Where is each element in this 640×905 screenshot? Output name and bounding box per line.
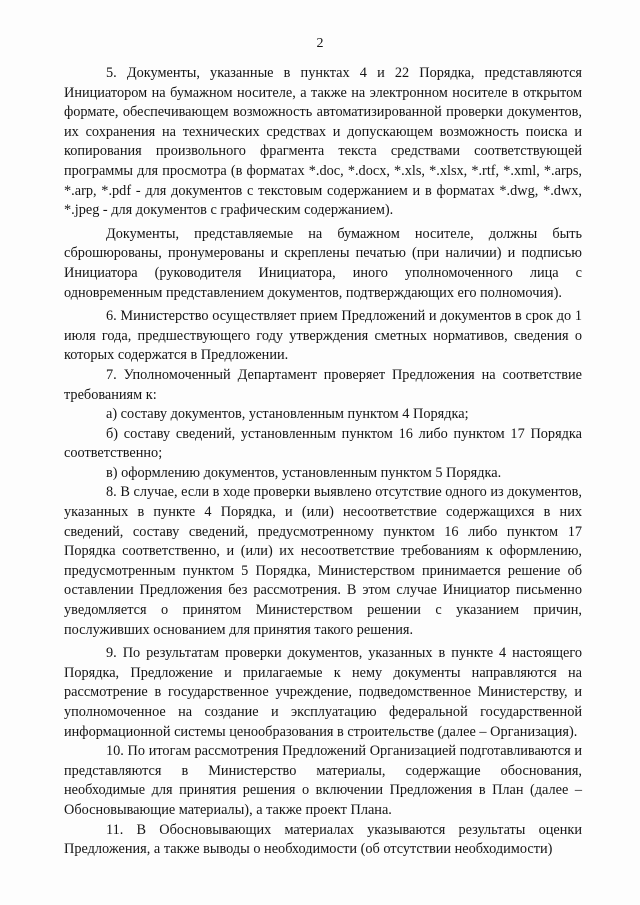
paragraph-7: 7. Уполномоченный Департамент проверяет Предложения на соответствие требованиям к: xyxy=(64,366,582,403)
paragraph-5-continuation: Документы, представляемые на бумажном носителе, должны быть сброшюрованы, пронумерованы и скреплены печатью (при наличии) и подписью Инициатора (руководителя Инициатора, иного уполномоченного лица с одновременным представлением документов, подтверждающих его полномочия). xyxy=(64,225,582,301)
paragraph-7-item-a: а) составу документов, установленным пунктом 4 Порядка; xyxy=(106,406,469,423)
paragraph-7-item-c: в) оформлению документов, установленным пунктом 5 Порядка. xyxy=(106,464,502,481)
paragraph-11: 11. В Обосновывающих материалах указываются результаты оценки Предложения, а также выводы о необходимости (об отсутствии необходимости) xyxy=(64,821,582,858)
document-body xyxy=(64,64,582,860)
paragraph-7-item-b: б) составу сведений, установленным пунктом 16 либо пунктом 17 Порядка соответственно; xyxy=(64,425,582,462)
paragraph-8: 8. В случае, если в ходе проверки выявлено отсутствие одного из документов, указанных в пункте 4 Порядка, и (или) несоответствие содержащихся в них сведений, составу сведений, предусмотренному пунктом 16 либо пунктом 17 Порядка соответственно, и (или) их несоответствие требованиям к оформлению, предусмотренным пунктом 5 Порядка, Министерством принимается решение об оставлении Предложения без рассмотрения. В этом случае Инициатор письменно уведомляется о принятом Министерством решении с указанием причин, послуживших основанием для принятия такого решения. xyxy=(64,484,582,638)
paragraph-9: 9. По результатам проверки документов, указанных в пункте 4 настоящего Порядка, Предложение и прилагаемые к нему документы направляются на рассмотрение в государственное учреждение, подведомственное Министерству, и уполномоченное на создание и эксплуатацию федеральной государственной информационной системы ценообразования в строительстве (далее – Организация). xyxy=(64,645,582,740)
paragraph-6: 6. Министерство осуществляет прием Предложений и документов в срок до 1 июля года, предшествующего году утверждения сметных нормативов, сведения о которых содержатся в Предложении. xyxy=(64,308,582,364)
paragraph-10: 10. По итогам рассмотрения Предложений Организацией подготавливаются и представляются в Министерство материалы, содержащие обоснования, необходимые для принятия решения о включении Предложения в План (далее – Обосновывающие материалы), а также проект Плана. xyxy=(64,743,582,818)
paragraph-5: 5. Документы, указанные в пунктах 4 и 22 Порядка, представляются Инициатором на бумажном носителе, а также на электронном носителе в открытом формате, обеспечивающем возможность автоматизированной проверки документов, их сохранения на технических средствах и допускающем возможность поиска и копирования произвольного фрагмента текста средствами соответствующей программы для просмотра (в форматах *.doc, *.docx, *.xls, *.xlsx, *.rtf, *.xml, *.arps, *.arp, *.pdf - для документов с текстовым содержанием и в форматах *.dwg, *.dwx, *.jpeg - для документов с графическим содержанием). xyxy=(64,65,582,219)
page-number: 2 xyxy=(316,36,324,51)
